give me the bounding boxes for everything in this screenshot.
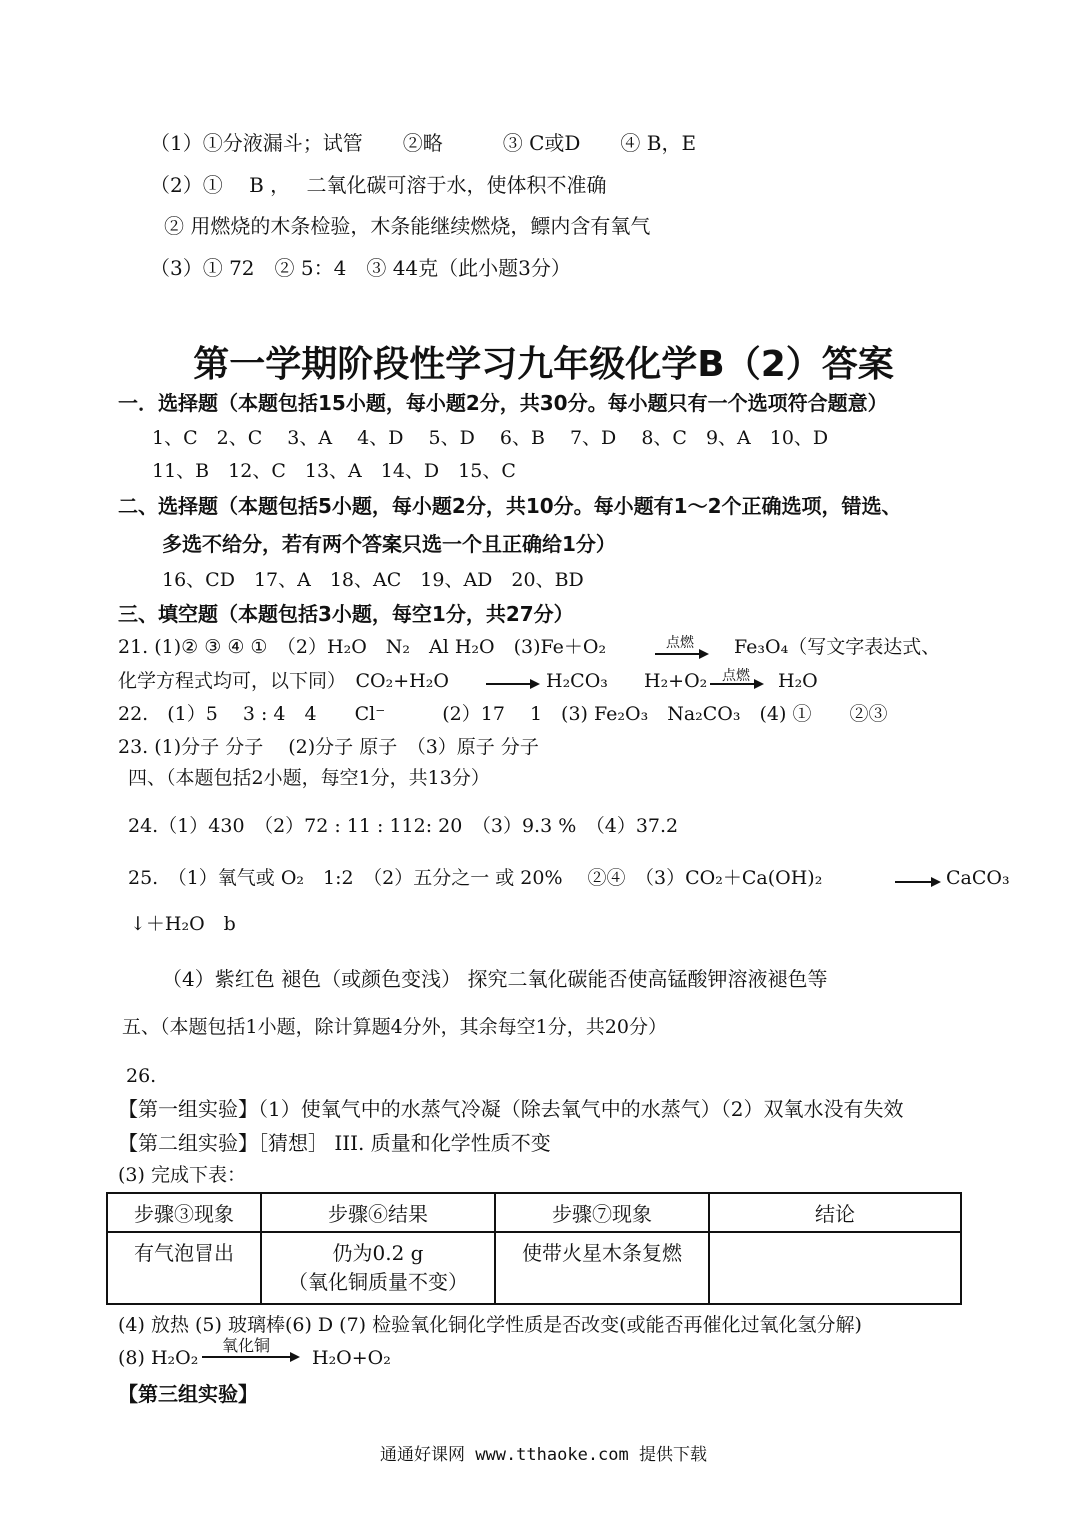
table-cell — [709, 1232, 961, 1304]
answer-line: (4) 放热 (5) 玻璃棒(6) D (7) 检验氧化铜化学性质是否改变(或能否再催化过氧化氢分解) — [118, 1314, 862, 1336]
section-heading: 四、（本题包括2小题，每空1分，共13分） — [128, 767, 490, 789]
answer-line: （4）紫红色 褪色（或颜色变浅） 探究二氧化碳能否使高锰酸钾溶液褪色等 — [162, 967, 828, 991]
table-cell: 有气泡冒出 — [107, 1232, 261, 1304]
cell-line: 仍为0.2 g — [332, 1241, 424, 1265]
answer-line: 22. (1）5 3 : 4 4 Cl⁻ (2）17 1 (3) Fe₂O₃ Na₂CO₃ (4) ① ②③ — [118, 703, 888, 725]
answer-line: H₂O — [778, 670, 818, 692]
section-heading: 一．选择题（本题包括15小题，每小题2分，共30分。每小题只有一个选项符合题意） — [118, 391, 888, 415]
answer-line: 化学方程式均可，以下同） CO₂+H₂O — [118, 670, 449, 692]
section-heading: 二、选择题（本题包括5小题，每小题2分，共10分。每小题有1～2个正确选项，错选、 — [118, 494, 902, 518]
answer-line: 【第二组实验】［猜想］ III. 质量和化学性质不变 — [118, 1131, 551, 1155]
answer-line: H₂O+O₂ — [312, 1347, 391, 1369]
page-title: 第一学期阶段性学习九年级化学B（2）答案 — [193, 344, 894, 385]
table-header: 步骤⑥结果 — [261, 1193, 495, 1232]
result-table — [106, 1192, 962, 1305]
reaction-arrow — [486, 683, 538, 685]
table-header: 结论 — [709, 1193, 961, 1232]
answer-line: （2）① B ， 二氧化碳可溶于水，使体积不准确 — [150, 173, 607, 197]
reaction-arrow — [202, 1356, 298, 1358]
answer-line: H₂+O₂ — [644, 670, 708, 692]
table-header: 步骤⑦现象 — [495, 1193, 709, 1232]
answer-line: 23. (1)分子 分子 (2)分子 原子 （3）原子 分子 — [118, 736, 539, 758]
question-number: 26. — [126, 1065, 157, 1087]
reaction-condition: 氧化铜 — [222, 1336, 271, 1355]
answer-line: 25. （1）氧气或 O₂ 1:2 （2）五分之一 或 20% ②④ （3）CO₂＋Ca(OH)₂ — [128, 867, 823, 889]
answer-line: (3) 完成下表： — [118, 1164, 246, 1186]
table-header: 步骤③现象 — [107, 1193, 261, 1232]
answer-line: 【第一组实验】（1）使氧气中的水蒸气冷凝（除去氧气中的水蒸气）（2）双氧水没有失效 — [118, 1097, 904, 1121]
table-header-row — [107, 1193, 961, 1232]
reaction-arrow — [710, 683, 762, 685]
section-heading: 【第三组实验】 — [118, 1382, 258, 1406]
answer-line: 24.（1）430 （2）72 : 11 : 112: 20 （3）9.3 % （4）37.2 — [128, 815, 679, 837]
answer-line: （1）①分液漏斗；试管 ②略 ③ C或D ④ B，E — [150, 131, 697, 155]
footer: 通通好课网 www.tthaoke.com 提供下载 — [380, 1445, 707, 1465]
answer-line: (8) H₂O₂ — [118, 1347, 199, 1369]
table-cell — [261, 1232, 495, 1304]
section-heading: 多选不给分，若有两个答案只选一个且正确给1分） — [162, 532, 616, 556]
answer-line: 21. (1)② ③ ④ ① （2）H₂O N₂ Al H₂O (3)Fe＋O₂ — [118, 636, 607, 658]
table-cell: 使带火星木条复燃 — [495, 1232, 709, 1304]
reaction-condition: 点燃 — [722, 668, 750, 684]
cell-line: （氧化铜质量不变） — [288, 1270, 468, 1294]
table-row — [107, 1232, 961, 1304]
reaction-condition: 点燃 — [666, 635, 694, 651]
answer-line: ② 用燃烧的木条检验，木条能继续燃烧，鳔内含有氧气 — [164, 214, 651, 238]
answer-line: （3）① 72 ② 5：4 ③ 44克（此小题3分） — [150, 256, 571, 280]
section-heading: 三、填空题（本题包括3小题，每空1分，共27分） — [118, 602, 574, 626]
answer-line: 11、B 12、C 13、A 14、D 15、C — [152, 460, 516, 482]
reaction-arrow — [655, 653, 707, 655]
answer-line: CaCO₃ — [946, 867, 1010, 889]
reaction-arrow — [895, 881, 939, 883]
answer-line: H₂CO₃ — [546, 670, 608, 692]
answer-line: ↓＋H₂O b — [130, 913, 236, 935]
answer-line: 1、C 2、C 3、A 4、D 5、D 6、B 7、D 8、C 9、A 10、D — [152, 427, 829, 449]
section-heading: 五、（本题包括1小题，除计算题4分外，其余每空1分，共20分） — [122, 1016, 667, 1038]
answer-line: Fe₃O₄（写文字表达式、 — [734, 636, 941, 658]
answer-line: 16、CD 17、A 18、AC 19、AD 20、BD — [162, 569, 584, 591]
